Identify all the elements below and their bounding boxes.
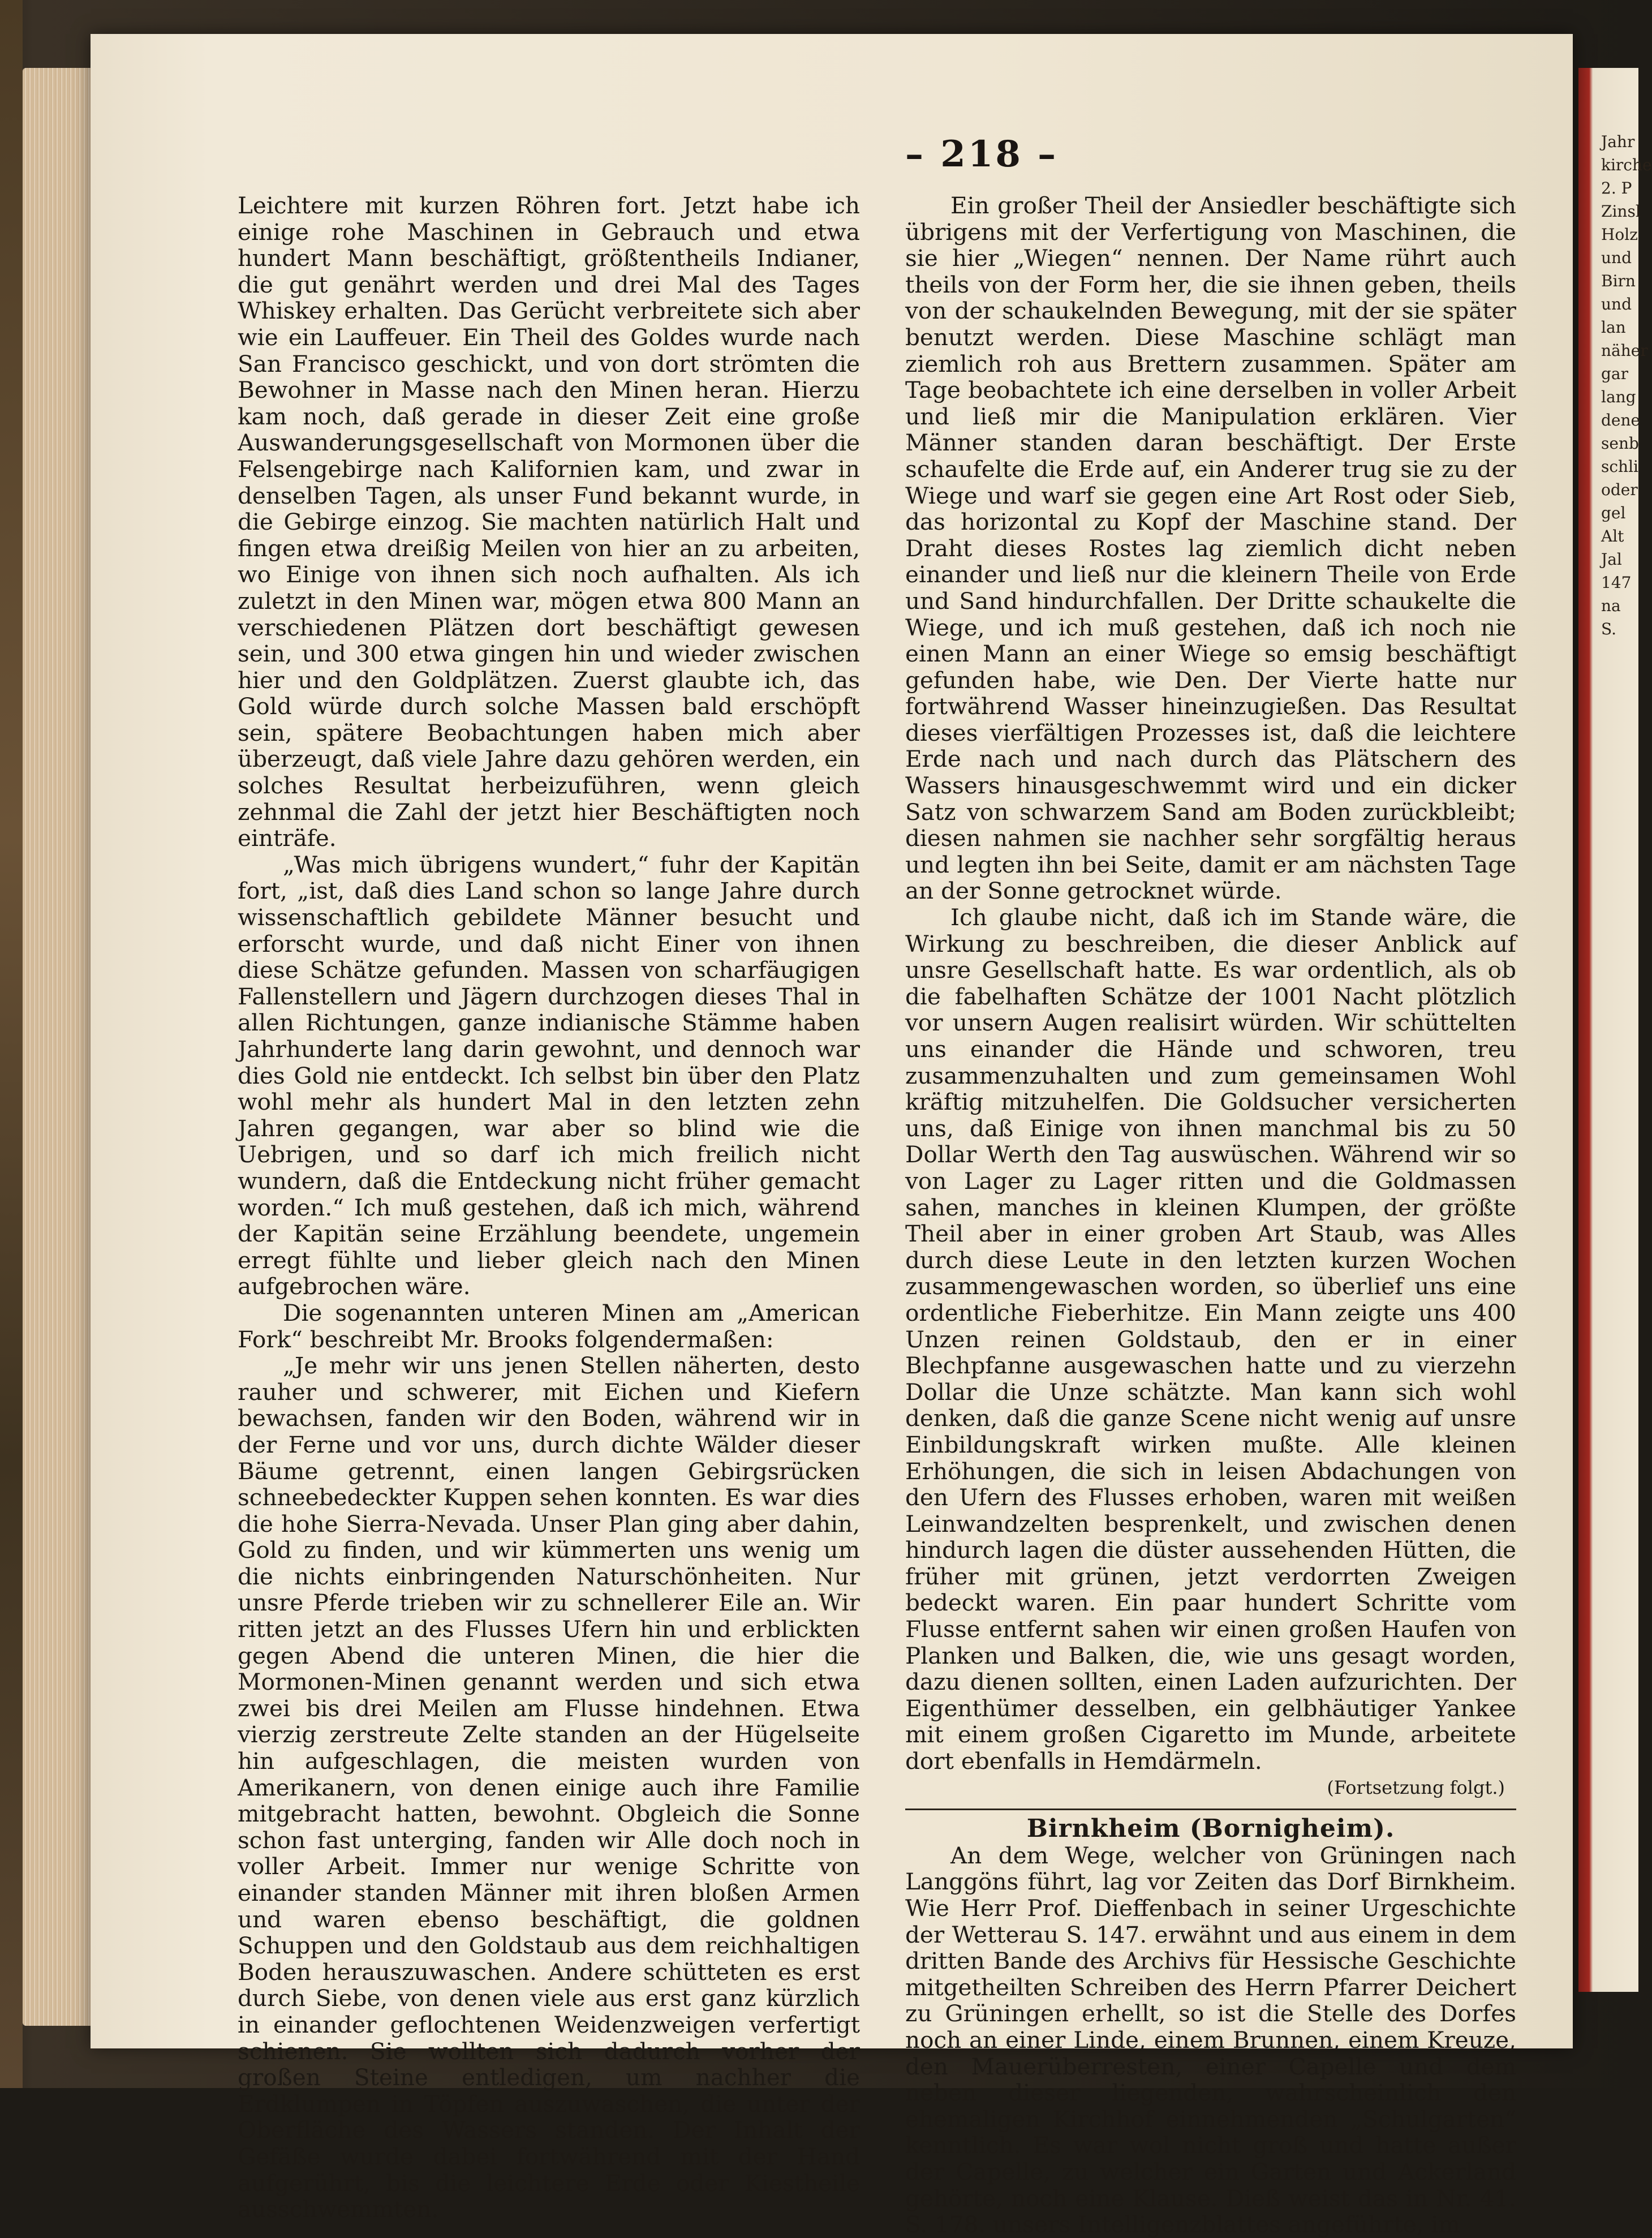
left-column [238,192,860,2223]
section-heading: Birnkheim (Bornigheim). [1026,1814,1395,1844]
book-page [91,34,1573,2238]
book-binding [0,0,23,2088]
paragraph: Ich glaube nicht, daß ich im Stande wäre, die Wirkung zu beschreiben, die dieser Anblick auf unsre Gesellschaft hatte. Es war ordentlich, als ob die fabelhaften Schätze der 1001 Nacht plötzlich vor unsern Augen realisirt würden. Wir schüttelten uns einander die Hände und schworen, treu zusammenzuhalten und zum gemeinsamen Wohl kräftig mitzuhelfen. Die Goldsucher versicherten uns, daß Einige von ihnen manchmal bis zu 50 Dollar Werth den Tag auswüschen. Während wir so von Lager zu Lager ritten und die Goldmassen sahen, manches in kleinen Klumpen, der größte Theil aber in einer groben Art Staub, was Alles durch diese Leute in den letzten kurzen Wochen zusammengewaschen worden, so überlief uns eine ordentliche Fieberhitze. Ein Mann zeigte uns 400 Unzen reinen Goldstaub, den er in einer Blechpfanne ausgewaschen hatte und zu vierzehn Dollar die Unze schätzte. Man kann sich wohl denken, daß die ganze Scene nicht wenig auf unsre Einbildungskraft wirken mußte. Alle kleinen Erhöhungen, die sich in leisen Abdachungen von den Ufern des Flusses erhoben, waren mit weißen Leinwandzelten besprenkelt, und zwischen denen hindurch lagen die düster aussehenden Hütten, die früher mit grünen, jetzt verdorrten Zweigen bedeckt waren. Ein paar hundert Schritte vom Flusse entfernt sahen wir einen großen Haufen von Planken und Balken, die, wie uns gesagt worden, dazu dienen sollten, einen Laden aufzurichten. Der Eigenthümer desselben, ein gelbhäutiger Yankee mit einem großen Cigaretto im Munde, arbeitete dort ebenfalls in Hemdärmeln. [905,904,1516,1775]
next-page-fragment: Jahr kirche 2. P Zinsl Holz und Birn und lan näher gar lang dene senb schli oder gel Alt Jal 147 na S. [1601,132,1652,638]
page-content [238,102,1652,2238]
section-divider [905,1809,1516,1810]
paragraph: „Je mehr wir uns jenen Stellen näherten, desto rauher und schwerer, mit Eichen und Kiefern bewachsen, fanden wir den Boden, während wir in der Ferne und vor uns, durch dichte Wälder dieser Bäume getrennt, einen langen Gebirgsrücken schneebedeckter Kuppen sehen konnten. Es war dies die hohe Sierra-Nevada. Unser Plan ging aber dahin, Gold zu finden, und wir kümmerten uns wenig um die nichts einbringenden Naturschönheiten. Nur unsre Pferde trieben wir zu schnellerer Eile an. Wir ritten jetzt an des Flusses Ufern hin und erblickten gegen Abend die unteren Minen, die hier die Mormonen-Minen genannt werden und sich etwa zwei bis drei Meilen am Flusse hindehnen. Etwa vierzig zerstreute Zelte standen an der Hügelseite hin aufgeschlagen, die meisten wurden von Amerikanern, von denen einige auch ihre Familie mitgebracht hatten, bewohnt. Obgleich die Sonne schon fast unterging, fanden wir Alle doch noch in voller Arbeit. Immer nur wenige Schritte von einander standen Männer mit ihren bloßen Armen und waren ebenso beschäftigt, die goldnen Schuppen und den Goldstaub aus dem reichhaltigen Boden herauszuwaschen. Andere schütteten es erst durch Siebe, von denen viele aus erst ganz kürzlich in einander geflochtenen Weidenzweigen verfertigt schienen. Sie wollten sich dadurch vorher der großen Steine entledigen, um nachher die Erdklumpen in Töpfen auszuwaschen, die unter der Oberfläche des Wassers standen. Der Inhalt der Gefäße wurde dabei fortwährend mit der Hand aufgerührt, bis die leichtere Erde oder Kiestheile ausschwemmten. [238,1352,860,2223]
continuation-note: (Fortsetzung folgt.) [1327,1776,1505,1798]
paragraph: Ein großer Theil der Ansiedler beschäftigte sich übrigens mit der Verfertigung von Maschinen, die sie hier „Wiegen“ nennen. Der Name rührt auch theils von der Form her, die sie ihnen geben, theils von der schaukelnden Bewegung, mit der sie später benutzt werden. Diese Maschine schlägt man ziemlich roh aus Brettern zusammen. Später am Tage beobachtete ich eine derselben in voller Arbeit und ließ mir die Manipulation erklären. Vier Männer standen daran beschäftigt. Der Erste schaufelte die Erde auf, ein Anderer trug sie zu der Wiege und warf sie gegen eine Art Rost oder Sieb, das horizontal zu Kopf der Maschine stand. Der Draht dieses Rostes lag ziemlich dicht neben einander und ließ nur die kleinern Theile von Erde und Sand hindurchfallen. Der Dritte schaukelte die Wiege, und ich muß gestehen, daß ich noch nie einen Mann an einer Wiege so emsig beschäftigt gefunden habe, wie Den. Der Vierte hatte nur fortwährend Wasser hineinzugießen. Das Resultat dieses vierfältigen Prozesses ist, daß die leichtere Erde nach und nach durch das Plätschern des Wassers hinausgeschwemmt wird und ein dicker Satz von schwarzem Sand am Boden zurückbleibt; diesen nahmen sie nachher sehr sorgfältig heraus und legten ihn bei Seite, damit er am nächsten Tage an der Sonne getrocknet würde. [905,192,1516,905]
page-edges [23,68,102,2026]
paragraph: „Was mich übrigens wundert,“ fuhr der Kapitän fort, „ist, daß dies Land schon so lange Jahre durch wissenschaftlich gebildete Männer besucht und erforscht wurde, und daß nicht Einer von ihnen diese Schätze gefunden. Massen von scharfäugigen Fallenstellern und Jägern durchzogen dieses Thal in allen Richtungen, ganze indianische Stämme haben Jahrhunderte lang darin gewohnt, und dennoch war dies Gold nie entdeckt. Ich selbst bin über den Platz wohl mehr als hundert Mal in den letzten zehn Jahren gegangen, war aber so blind wie die Uebrigen, und so darf ich mich freilich nicht wundern, daß die Entdeckung nicht früher gemacht worden.“ Ich muß gestehen, daß ich mich, während der Kapitän seine Erzählung beendete, ungemein erregt fühlte und lieber gleich nach den Minen aufgebrochen wäre. [238,850,860,1300]
right-column [905,192,1516,2238]
page-number: – 218 – [905,133,1059,175]
page-header [238,102,1646,187]
paragraph: An dem Wege, welcher von Grüningen nach Langgöns führt, lag vor Zeiten das Dorf Birnkheim. Wie Herr Prof. Dieffenbach in seiner Urgeschichte der Wetterau S. 147. erwähnt und aus einem in dem dritten Bande des Archivs für Hessische Geschichte mitgetheilten Schreiben des Herrn Pfarrer Deichert zu Grüningen erhellt, so ist die Stelle des Dorfes noch an einer Linde, einem Brunnen, einem Kreuze, den Mauerüberresten, einer Capelle und dem neben dieser liegenden, wahrscheinlich den ehemaligen Kirchhof einnehmenden „Schulgarten“ kenntlich. Es war wol nicht groß und hatte außer der Capelle, zu welcher ein Garten und Ackerland gehörte, noch eine Klause. Dieß weist das in Nr. 41. S. 178. unsers Intelligenzblattes angeführte, im [905,1841,1516,2238]
next-page-edge [1578,68,1652,1992]
paragraph: Die sogenannten unteren Minen am „American Fork“ beschreibt Mr. Brooks folgendermaßen: [238,1299,860,1353]
paragraph: Leichtere mit kurzen Röhren fort. Jetzt habe ich einige rohe Maschinen in Gebrauch und etwa hundert Mann beschäftigt, größtentheils Indianer, die gut genährt werden und drei Mal des Tages Whiskey erhalten. Das Gerücht verbreitete sich aber wie ein Lauffeuer. Ein Theil des Goldes wurde nach San Francisco geschickt, und von dort strömten die Bewohner in Masse nach den Minen heran. Hierzu kam noch, daß gerade in dieser Zeit eine große Auswanderungsgesellschaft von Mormonen über die Felsengebirge nach Kalifornien kam, und zwar in denselben Tagen, als unser Fund bekannt wurde, in die Gebirge einzog. Sie machten natürlich Halt und fingen etwa dreißig Meilen von hier an zu arbeiten, wo Einige von ihnen sich noch aufhalten. Als ich zuletzt in den Minen war, mögen etwa 800 Mann an verschiedenen Plätzen dort beschäftigt gewesen sein, und 300 etwa gingen hin und wieder zwischen hier und den Goldplätzen. Zuerst glaubte ich, das Gold würde durch solche Massen bald erschöpft sein, spätere Beobachtungen haben mich aber überzeugt, daß viele Jahre dazu gehören werden, ein solches Resultat herbeizuführen, wenn gleich zehnmal die Zahl der jetzt hier Beschäftigten noch einträfe. [238,192,860,852]
